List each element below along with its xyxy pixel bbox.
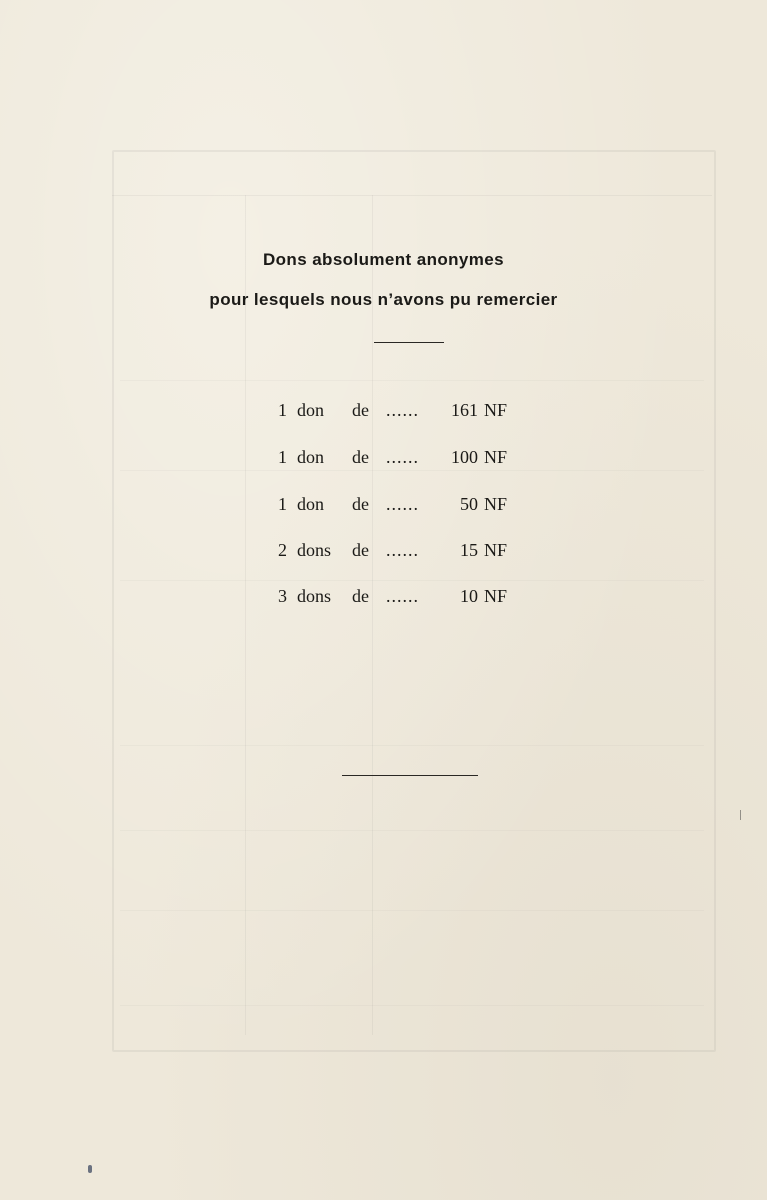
donation-count: 1 — [278, 447, 287, 467]
bleed-through-row — [120, 910, 704, 911]
donation-count: 1 — [278, 494, 287, 514]
donation-amount: 10 — [460, 586, 478, 606]
paper-mark — [740, 810, 741, 820]
donation-de: de — [352, 447, 369, 467]
bleed-through-row — [120, 830, 704, 831]
leader-dots: ...... — [386, 540, 419, 560]
donation-de: de — [352, 586, 369, 606]
leader-dots: ...... — [386, 586, 419, 606]
donation-amount: 161 — [451, 400, 478, 420]
heading-line-2: pour lesquels nous n’avons pu remercier — [209, 290, 558, 309]
donation-count: 3 — [278, 586, 287, 606]
donation-count: 2 — [278, 540, 287, 560]
donation-row — [0, 494, 767, 518]
donation-count: 1 — [278, 400, 287, 420]
leader-dots: ...... — [386, 447, 419, 467]
donation-unit: don — [297, 447, 324, 467]
paper-speck — [88, 1165, 92, 1173]
donation-currency: NF — [484, 494, 508, 514]
donation-unit: dons — [297, 540, 332, 560]
donation-currency: NF — [484, 540, 508, 560]
bleed-through-column-divider — [372, 195, 373, 1035]
divider-rule-top — [374, 342, 444, 343]
donation-amount: 100 — [451, 447, 478, 467]
donation-de: de — [352, 494, 369, 514]
donation-amount: 50 — [460, 494, 478, 514]
donation-row — [0, 540, 767, 564]
donation-unit: don — [297, 494, 324, 514]
donation-unit: don — [297, 400, 324, 420]
divider-rule-bottom — [342, 775, 478, 776]
bleed-through-row — [120, 580, 704, 581]
bleed-through-column-divider — [245, 195, 246, 1035]
leader-dots: ...... — [386, 494, 419, 514]
donation-row — [0, 447, 767, 471]
donation-unit: dons — [297, 586, 332, 606]
donation-de: de — [352, 400, 369, 420]
heading-line-1: Dons absolument anonymes — [262, 250, 505, 269]
bleed-through-row — [120, 380, 704, 381]
bleed-through-column-divider — [112, 195, 712, 196]
leader-dots: ...... — [386, 400, 419, 420]
donation-de: de — [352, 540, 369, 560]
bleed-through-row — [120, 1005, 704, 1006]
donation-row — [0, 586, 767, 610]
donation-row — [0, 400, 767, 424]
donation-currency: NF — [484, 447, 508, 467]
bleed-through-row — [120, 745, 704, 746]
donation-currency: NF — [484, 400, 508, 420]
donation-currency: NF — [484, 586, 508, 606]
donation-amount: 15 — [460, 540, 478, 560]
